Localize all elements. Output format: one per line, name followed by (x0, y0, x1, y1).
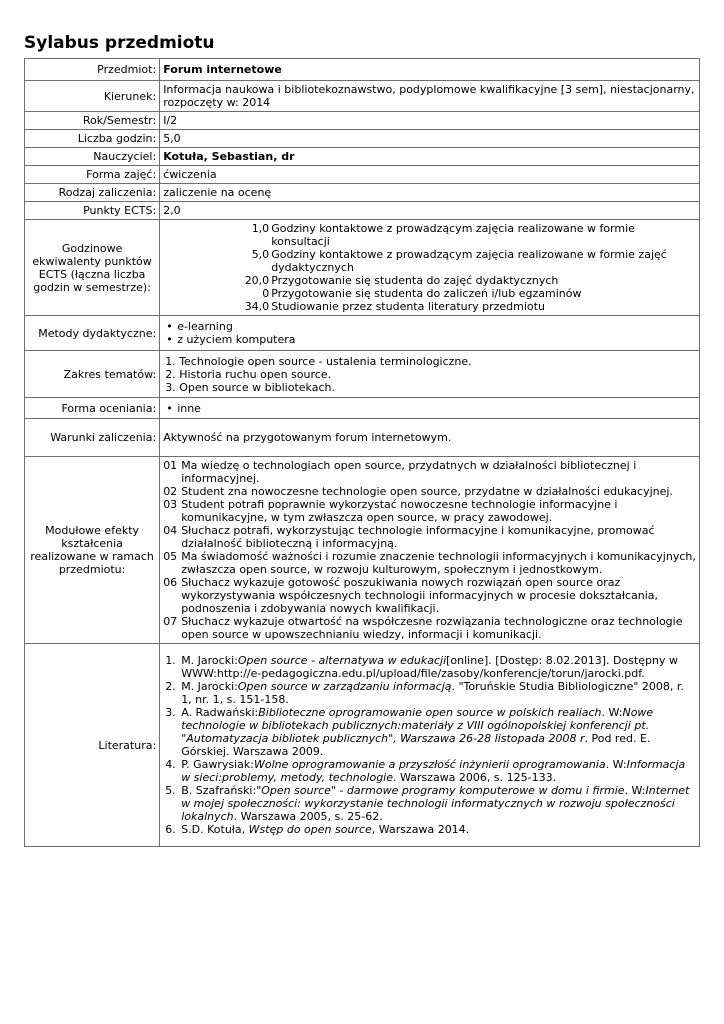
label-warunki: Warunki zaliczenia: (25, 419, 160, 457)
outcome-item (163, 524, 696, 550)
outcome-number: 02 (163, 485, 178, 498)
hours-value: 0 (262, 287, 270, 300)
row-przedmiot (25, 59, 700, 81)
outcome-text: Ma wiedzę o technologiach open source, przydatnych w działalności bibliotecznej i informacyjnej. (181, 459, 637, 485)
lit-details: . W: (601, 706, 623, 719)
lit-author: M. Jarocki: (181, 680, 238, 693)
outcome-number: 07 (163, 615, 178, 628)
outcome-item (163, 485, 696, 498)
row-rok (25, 112, 700, 130)
label-przedmiot: Przedmiot: (25, 59, 160, 81)
hours-item (163, 222, 696, 248)
value-godziny: 5,0 (160, 130, 700, 148)
hours-text: Godziny kontaktowe z prowadzącym zajęcia realizowane w formie zajęć dydaktycznych (271, 248, 667, 274)
lit-details: . "Toruńskie Studia Bibliologiczne" 2008, r. 1, nr. 1, s. 151-158. (181, 680, 684, 706)
value-rok: I/2 (160, 112, 700, 130)
outcome-number: 05 (163, 550, 178, 563)
lit-source-title: Internet w mojej społeczności: wykorzystanie technologii informatycznych w rozwoju społeczności lokalnych (181, 784, 690, 823)
value-ocenianie (160, 398, 700, 419)
label-ekwiwalenty: Godzinowe ekwiwalenty punktów ECTS (łączna liczba godzin w semestrze): (25, 220, 160, 316)
hours-item (163, 300, 696, 313)
outcome-text: Ma świadomość ważności i rozumie znaczenie technologii informacyjnych i komunikacyjnych, zwłaszcza open source, w rozwoju kulturowym, społecznym i jednostkowym. (181, 550, 696, 576)
hours-value: 20,0 (244, 274, 270, 287)
label-ects: Punkty ECTS: (25, 202, 160, 220)
topics-list (163, 355, 696, 394)
outcome-text: Słuchacz potrafi, wykorzystując technologie informacyjne i komunikacyjne, promować działalność biblioteczną i informacyjną. (181, 524, 655, 550)
hours-item (163, 287, 696, 300)
value-literatura (160, 644, 700, 847)
value-kierunek: Informacja naukowa i bibliotekoznawstwo, podyplomowe kwalifikacyjne [3 sem], niestacjonarny, rozpoczęty w: 2014 (160, 81, 700, 112)
label-nauczyciel: Nauczyciel: (25, 148, 160, 166)
syllabus-table (24, 58, 700, 847)
outcome-text: Słuchacz wykazuje otwartość na współczesne rozwiązania technologiczne oraz technologie open source w upowszechnianiu wiedzy, informacji i komunikacji. (181, 615, 683, 641)
lit-details: , Warszawa 2014. (371, 823, 470, 836)
row-zakres (25, 351, 700, 398)
hours-value: 34,0 (244, 300, 270, 313)
label-metody: Metody dydaktyczne: (25, 316, 160, 351)
row-nauczyciel (25, 148, 700, 166)
lit-source-title: Nowe technologie w bibliotekach publicznych:materiały z VIII ogólnopolskiej konferencji pt. "Automatyzacja bibliotek publicznych", Warszawa 26-28 listopada 2008 r (181, 706, 654, 745)
outcome-number: 06 (163, 576, 178, 589)
lit-title: "Open source" - darmowe programy komputerowe w domu i firmie (256, 784, 625, 797)
lit-details: [online]. [Dostęp: 8.02.2013]. Dostępny w WWW:http://e-pedagogiczna.edu.pl/upload/file/zasoby/konferencje/torun/jarocki.pdf. (181, 654, 678, 680)
list-item: • inne (177, 402, 696, 415)
row-metody (25, 316, 700, 351)
row-godziny (25, 130, 700, 148)
value-nauczyciel: Kotuła, Sebastian, dr (160, 148, 700, 166)
lit-source-details: . Warszawa 2005, s. 25-62. (233, 810, 383, 823)
value-ects: 2,0 (160, 202, 700, 220)
row-ocenianie (25, 398, 700, 419)
page-title: Sylabus przedmiotu (24, 33, 215, 53)
outcome-text: Słuchacz wykazuje gotowość poszukiwania nowych rozwiązań open source oraz wykorzystywania współczesnych technologii informacyjnych w procesie dokształcania, podnoszenia i zdobywania nowych kwalifikacji. (181, 576, 659, 615)
lit-details: . W: (605, 758, 627, 771)
label-zakres: Zakres tematów: (25, 351, 160, 398)
outcome-number: 04 (163, 524, 178, 537)
label-rok: Rok/Semestr: (25, 112, 160, 130)
literature-item (179, 680, 696, 706)
outcome-item (163, 498, 696, 524)
row-kierunek (25, 81, 700, 112)
row-warunki (25, 419, 700, 457)
lit-author: B. Szafrański: (181, 784, 257, 797)
literature-item (179, 758, 696, 784)
label-zaliczenie: Rodzaj zaliczenia: (25, 184, 160, 202)
lit-title: Wstęp do open source (248, 823, 372, 836)
list-item: • e-learning (177, 320, 696, 333)
value-ekwiwalenty (160, 220, 700, 316)
value-efekty (160, 457, 700, 644)
value-warunki: Aktywność na przygotowanym forum internetowym. (160, 419, 700, 457)
label-ocenianie: Forma oceniania: (25, 398, 160, 419)
lit-title: Open source w zarządzaniu informacją (237, 680, 452, 693)
lit-title: Open source - alternatywa w edukacji (237, 654, 447, 667)
lit-author: S.D. Kotuła, (181, 823, 249, 836)
label-godziny: Liczba godzin: (25, 130, 160, 148)
outcome-item (163, 550, 696, 576)
value-forma: ćwiczenia (160, 166, 700, 184)
hours-text: Przygotowanie się studenta do zaliczeń i/lub egzaminów (271, 287, 582, 300)
value-zaliczenie: zaliczenie na ocenę (160, 184, 700, 202)
lit-source-title: Informacja w sieci:problemy, metody, technologie (181, 758, 686, 784)
literature-item (179, 654, 696, 680)
row-ects (25, 202, 700, 220)
hours-text: Przygotowanie się studenta do zajęć dydaktycznych (271, 274, 559, 287)
literature-item (179, 784, 696, 823)
lit-author: A. Radwański: (181, 706, 259, 719)
literature-item (179, 706, 696, 758)
outcome-item (163, 576, 696, 615)
list-item: 3. Open source w bibliotekach. (179, 381, 696, 394)
label-efekty: Modułowe efekty kształcenia realizowane w ramach przedmiotu: (25, 457, 160, 644)
outcome-text: Student potrafi poprawnie wykorzystać nowoczesne technologie informacyjne i komunikacyjne, w tym zwłaszcza open source, w pracy zawodowej. (181, 498, 618, 524)
label-forma: Forma zajęć: (25, 166, 160, 184)
lit-details: . W: (624, 784, 646, 797)
value-metody (160, 316, 700, 351)
hours-value: 5,0 (251, 248, 270, 261)
lit-source-details: . Warszawa 2006, s. 125-133. (393, 771, 557, 784)
lit-source-details: . Pod red. E. Górskiej. Warszawa 2009. (181, 732, 651, 758)
lit-title: Wolne oprogramowanie a przyszłość inżynierii oprogramowania (254, 758, 606, 771)
hours-value: 1,0 (251, 222, 270, 235)
grading-list (163, 402, 696, 415)
hours-item (163, 274, 696, 287)
row-efekty (25, 457, 700, 644)
row-forma (25, 166, 700, 184)
literature-item (179, 823, 696, 836)
list-item: 2. Historia ruchu open source. (179, 368, 696, 381)
list-item: • z użyciem komputera (177, 333, 696, 346)
value-przedmiot: Forum internetowe (160, 59, 700, 81)
literature-list (163, 654, 696, 836)
hours-text: Studiowanie przez studenta literatury przedmiotu (271, 300, 545, 313)
hours-text: Godziny kontaktowe z prowadzącym zajęcia realizowane w formie konsultacji (271, 222, 635, 248)
outcome-number: 01 (163, 459, 178, 472)
outcome-item (163, 459, 696, 485)
lit-author: M. Jarocki: (181, 654, 238, 667)
row-ekwiwalenty (25, 220, 700, 316)
list-item: 1. Technologie open source - ustalenia terminologiczne. (179, 355, 696, 368)
row-zaliczenie (25, 184, 700, 202)
methods-list (163, 320, 696, 346)
row-literatura (25, 644, 700, 847)
label-kierunek: Kierunek: (25, 81, 160, 112)
outcome-number: 03 (163, 498, 178, 511)
lit-author: P. Gawrysiak: (181, 758, 254, 771)
hours-item (163, 248, 696, 274)
hours-list (163, 222, 696, 313)
outcome-text: Student zna nowoczesne technologie open source, przydatne w działalności edukacyjnej. (181, 485, 673, 498)
label-literatura: Literatura: (25, 644, 160, 847)
value-zakres (160, 351, 700, 398)
outcome-item (163, 615, 696, 641)
lit-title: Biblioteczne oprogramowanie open source w polskich realiach (258, 706, 602, 719)
